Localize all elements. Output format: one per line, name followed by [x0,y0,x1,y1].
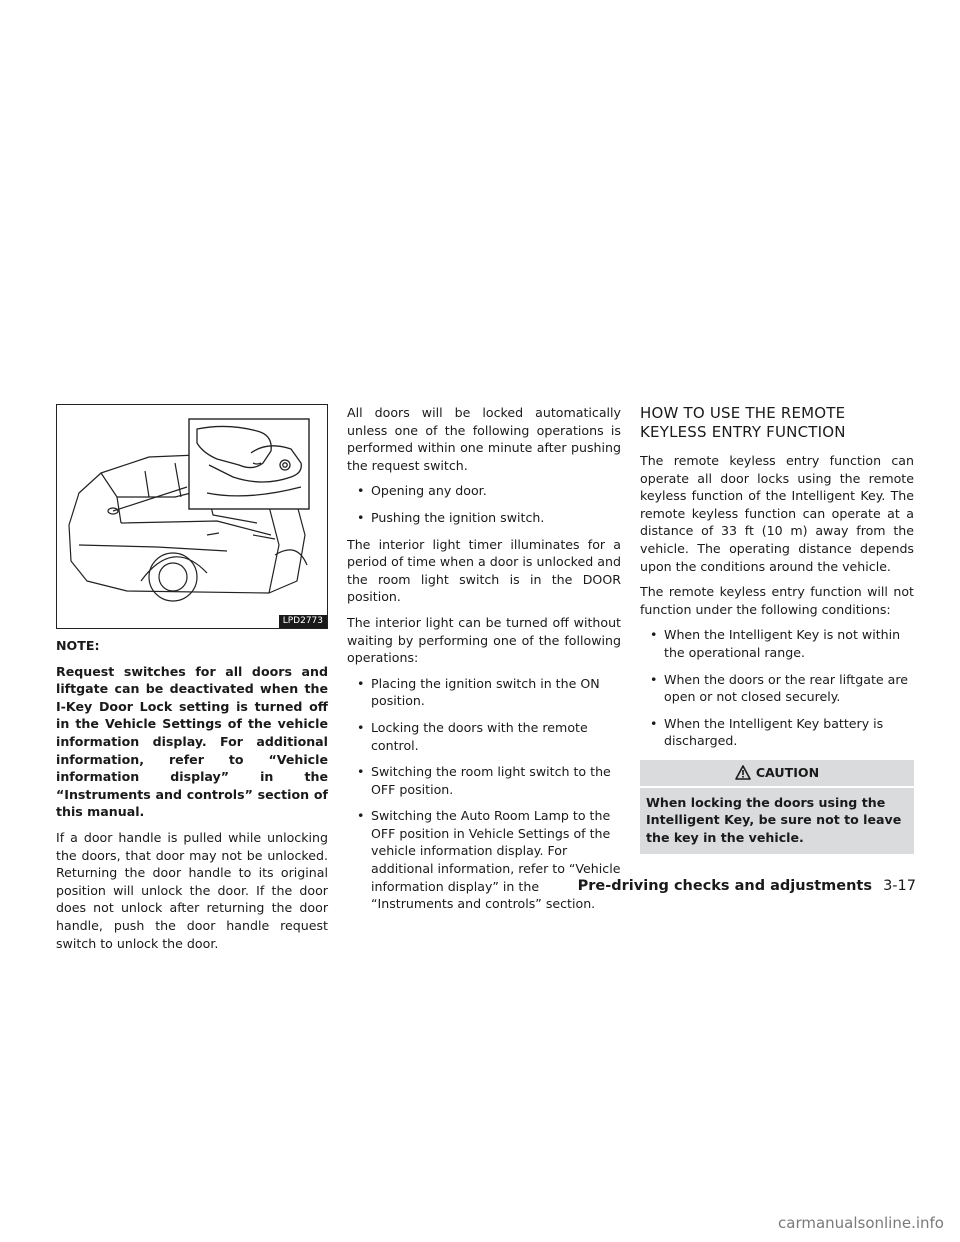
page-number: 3-17 [883,878,916,894]
door-handle-paragraph: If a door handle is pulled while unlocking the doors, that door may not be unlocked. Returning the door handle to its original position will unlock the door. If the door does not unlock after returning the door handle, push the door handle request switch to unlock the door. [56,829,328,951]
list-item: • Switching the Auto Room Lamp to the OFF position in Vehicle Settings of the vehicle information display. For additional information, refer to “Vehicle information display” in the “Instruments and controls” section. [347,807,621,913]
note-body: Request switches for all doors and liftgate can be deactivated when the I-Key Door Lock setting is turned off in the Vehicle Settings of the vehicle information display. For additional information, refer to “Vehicle information display” in the “Instruments and controls” section of this manual. [56,663,328,820]
list-item: • Opening any door. [347,482,621,500]
door-handle-figure [56,404,328,629]
section-heading-line2: KEYLESS ENTRY FUNCTION [640,423,846,441]
column-middle [347,404,621,922]
watermark-text: carmanualsonline.info [778,1214,944,1232]
warning-triangle-icon [735,765,751,780]
caution-box [640,760,914,854]
auto-lock-paragraph: All doors will be locked automatically unless one of the following operations is performed within one minute after pushing the request switch. [347,405,621,473]
page-footer [0,878,960,898]
caution-text: When locking the doors using the Intelligent Key, be sure not to leave the key in the vehicle. [646,794,902,845]
list-item: • Switching the room light switch to the OFF position. [347,763,621,798]
list-item: • Placing the ignition switch in the ON position. [347,675,621,710]
list-item: • When the Intelligent Key battery is discharged. [640,715,914,750]
list-item: • When the doors or the rear liftgate are open or not closed securely. [640,671,914,706]
interior-light-off-paragraph: The interior light can be turned off without waiting by performing one of the following operations: [347,614,621,666]
figure-id-label: LPD2773 [279,615,327,628]
column-right [640,404,914,854]
interior-light-timer-paragraph: The interior light timer illuminates for a period of time when a door is unlocked and the room light switch is in the DOOR position. [347,536,621,605]
caution-header [640,760,914,788]
section-heading-line1: HOW TO USE THE REMOTE [640,404,846,422]
caution-label: CAUTION [755,764,820,780]
auto-lock-list [347,482,621,526]
suv-door-handle-illustration [57,405,327,628]
remote-keyless-paragraph: The remote keyless entry function can operate all door locks using the remote keyless function of the Intelligent Key. The remote keyless function can operate at a distance of 33 ft (10 m) away from the vehicle. The operating distance depends upon the conditions around the vehicle. [640,453,914,574]
note-heading: NOTE: [56,638,100,653]
conditions-paragraph: The remote keyless entry function will not function under the following conditions: [640,584,914,617]
list-item: • When the Intelligent Key is not within the operational range. [640,626,914,661]
footer-section-title: Pre-driving checks and adjustments [577,878,872,894]
list-item: • Pushing the ignition switch. [347,509,621,527]
list-item: • Locking the doors with the remote control. [347,719,621,754]
section-heading [640,404,914,442]
column-left [56,404,328,960]
conditions-list [640,626,914,750]
